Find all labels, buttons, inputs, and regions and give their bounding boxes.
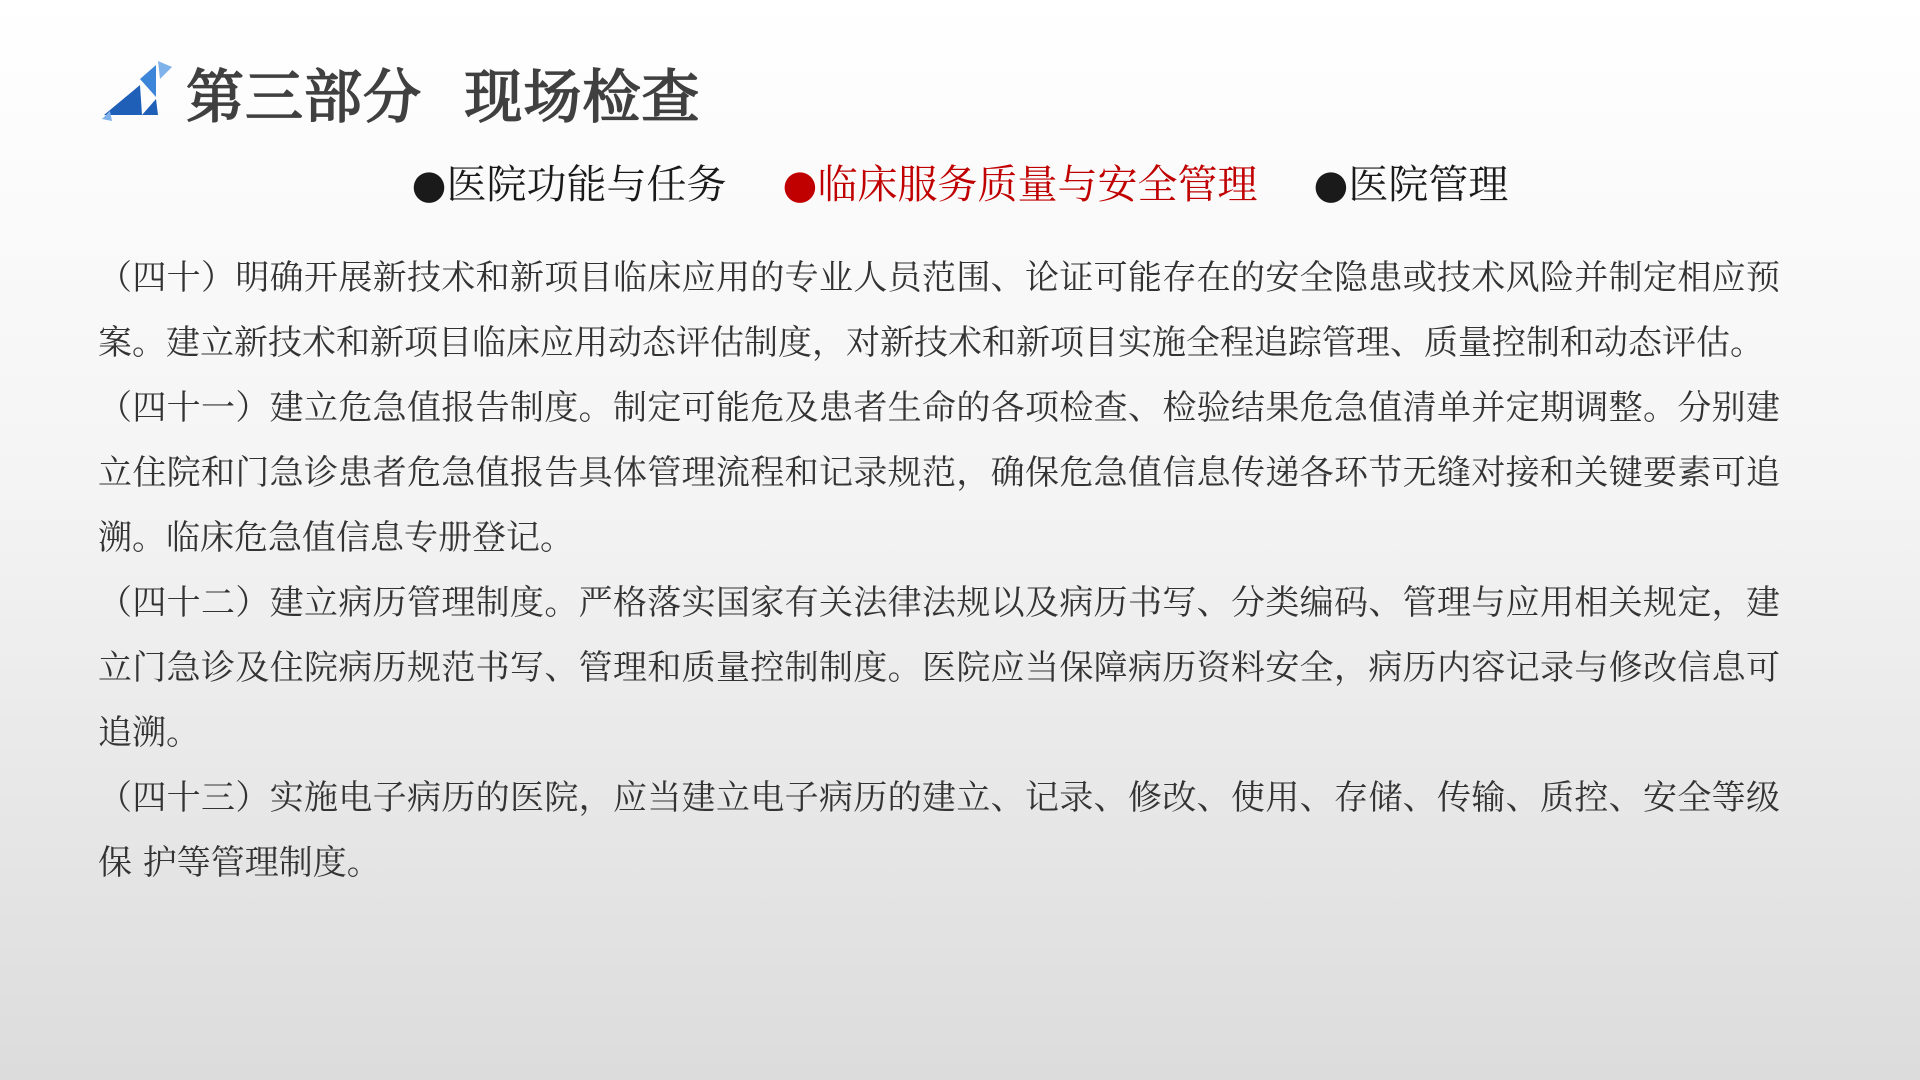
paragraph-43: （四十三）实施电子病历的医院，应当建立电子病历的建立、记录、修改、使用、存储、传输、质控、安全等级保 护等管理制度。: [98, 778, 1780, 883]
section-tabs: [0, 155, 1920, 215]
blue-arrow-logo-icon: [100, 57, 176, 127]
paragraph-40: （四十）明确开展新技术和新项目临床应用的专业人员范围、论证可能存在的安全隐患或技术风险并制定相应预 案。建立新技术和新项目临床应用动态评估制度，对新技术和新项目实施全程追踪管理、质量控制和动态评估。: [98, 258, 1780, 363]
body-content: [98, 246, 1780, 896]
paragraph-41: （四十一）建立危急值报告制度。制定可能危及患者生命的各项检查、检验结果危急值清单并定期调整。分别建立住院和门急诊患者危急值报告具体管理流程和记录规范，确保危急值信息传递各环节无缝对接和关键要素可追溯。临床危急值信息专册登记。: [98, 388, 1780, 558]
page-title: 第三部分 现场检查: [186, 63, 701, 131]
page-header: [100, 52, 700, 132]
tab-hospital-function: ●医院功能与任务: [411, 162, 727, 208]
tab-hospital-management: ●医院管理: [1313, 162, 1509, 208]
paragraph-42: （四十二）建立病历管理制度。严格落实国家有关法律法规以及病历书写、分类编码、管理与应用相关规定，建立门急诊及住院病历规范书写、管理和质量控制制度。医院应当保障病历资料安全，病历内容记录与修改信息可追溯。: [98, 583, 1780, 753]
tab-clinical-quality-safety: ●临床服务质量与安全管理: [782, 162, 1258, 208]
